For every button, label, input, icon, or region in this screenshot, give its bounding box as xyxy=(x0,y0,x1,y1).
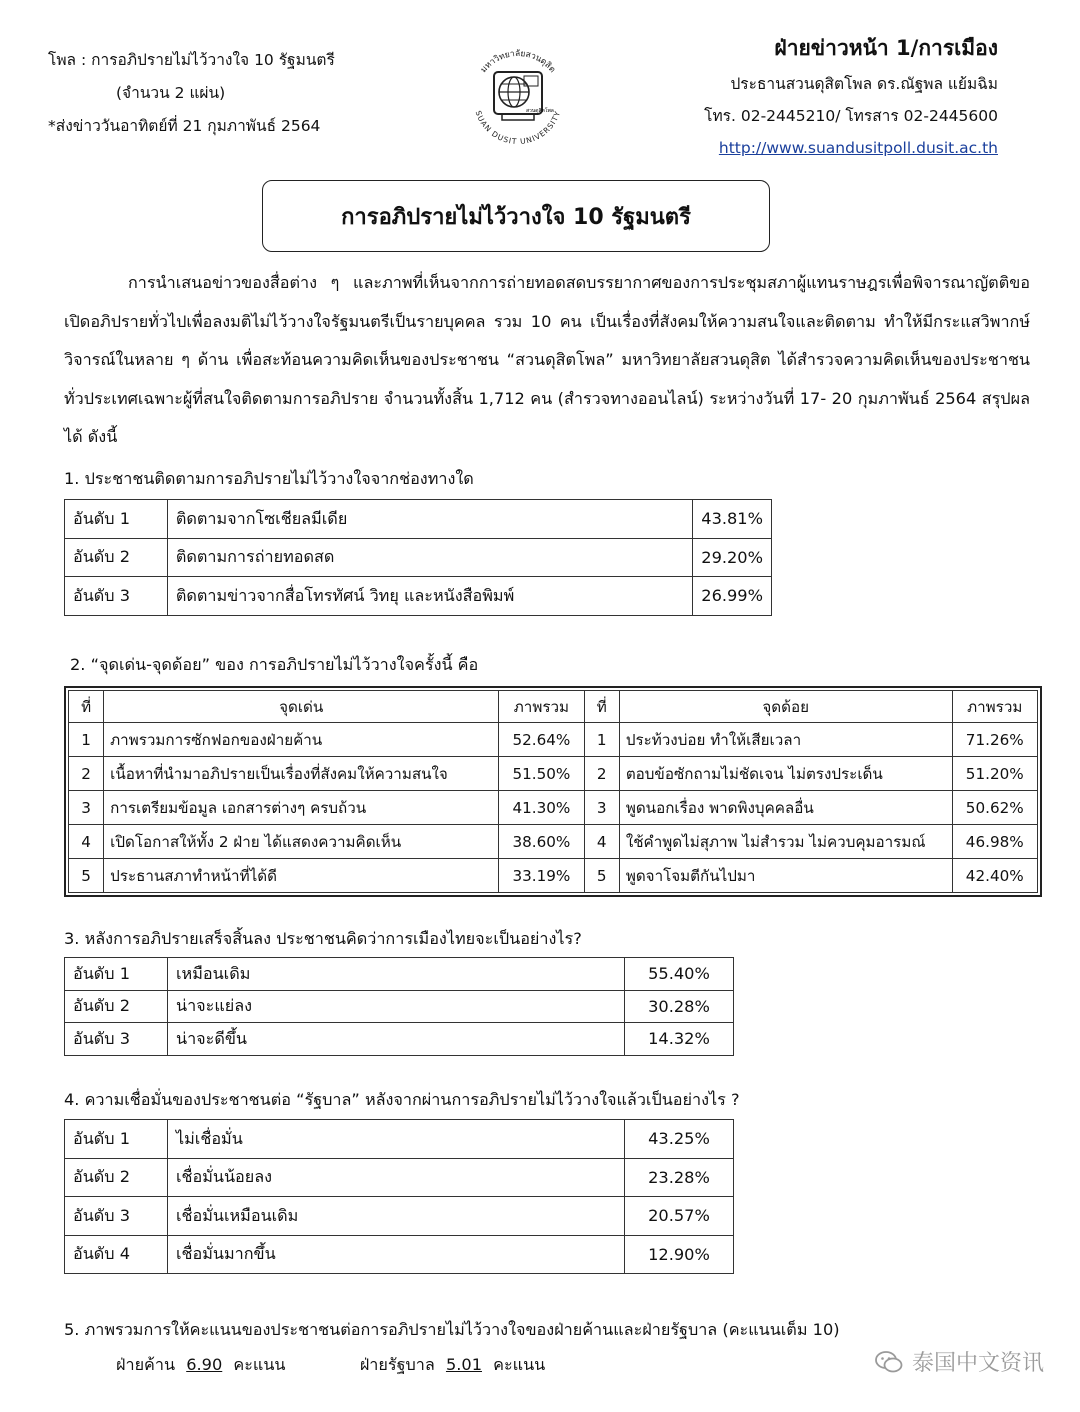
table-row xyxy=(65,1158,734,1197)
weakness-no: 3 xyxy=(584,791,619,825)
label-cell: เชื่อมั่นเหมือนเดิม xyxy=(168,1197,625,1236)
table-row xyxy=(65,990,734,1023)
weakness-text: พูดนอกเรื่อง พาดพิงบุคคลอื่น xyxy=(619,791,952,825)
rank-cell: อันดับ 2 xyxy=(65,990,168,1023)
label-cell: น่าจะดีขึ้น xyxy=(168,1023,625,1056)
weakness-text: ประท้วงบ่อย ทำให้เสียเวลา xyxy=(619,723,952,757)
q4-question: 4. ความเชื่อมั่นของประชาชนต่อ “รัฐบาล” หลังจากผ่านการอภิปรายไม่ไว้วางใจแล้วเป็นอย่างไร ? xyxy=(64,1090,740,1109)
header-no: ที่ xyxy=(69,691,104,723)
strength-text: ภาพรวมการซักฟอกของฝ่ายค้าน xyxy=(104,723,499,757)
watermark-text: 泰国中文资讯 xyxy=(911,1351,1044,1376)
percent-cell: 20.57% xyxy=(625,1197,734,1236)
percent-cell: 30.28% xyxy=(625,990,734,1023)
weakness-no: 5 xyxy=(584,859,619,893)
intro-text: การนำเสนอข่าวของสื่อต่าง ๆ และภาพที่เห็นจากการถ่ายทอดสดบรรยากาศของการประชุมสภาผู้แทนราษฎรเพื่อพิจารณาญัตติขอเปิดอภิปรายทั่วไปเพื่อลงมติไม่ไว้วางใจรัฐมนตรีเป็นรายบุคคล รวม 10 คน เป็นเรื่องที่สังคมให้ความสนใจและติดตาม ทำให้มีกระแสวิพากษ์วิจารณ์ในหลาย ๆ ด้าน เพื่อสะท้อนความคิดเห็นของประชาชน “สวนดุสิตโพล” มหาวิทยาลัยสวนดุสิต ได้สำรวจความคิดเห็นของประชาชนทั่วประเทศเฉพาะผู้ที่สนใจติดตามการอภิปราย จำนวนทั้งสิ้น 1,712 คน (สำรวจทางออนไลน์) ระหว่างวันที่ 17- 20 กุมภาพันธ์ 2564 สรุปผลได้ ดังนี้ xyxy=(64,273,1030,446)
label-cell: น่าจะแย่ลง xyxy=(168,990,625,1023)
label-cell: ไม่เชื่อมั่น xyxy=(168,1120,625,1159)
q1-table xyxy=(64,499,772,616)
strength-no: 1 xyxy=(69,723,104,757)
wechat-icon xyxy=(874,1350,904,1374)
label-cell: เชื่อมั่นมากขึ้น xyxy=(168,1235,625,1274)
rank-cell: อันดับ 2 xyxy=(65,1158,168,1197)
watermark xyxy=(874,1346,1044,1377)
table-row xyxy=(65,500,772,539)
weakness-text: ตอบข้อซักถามไม่ชัดเจน ไม่ตรงประเด็น xyxy=(619,757,952,791)
opposition-unit: คะแนน xyxy=(233,1355,286,1374)
weakness-percent: 51.20% xyxy=(952,757,1037,791)
q2-table xyxy=(68,690,1038,893)
table-row xyxy=(69,825,1038,859)
strength-text: การเตรียมข้อมูล เอกสารต่างๆ ครบถ้วน xyxy=(104,791,499,825)
page-count: (จำนวน 2 แผ่น) xyxy=(116,84,226,102)
table-row xyxy=(65,538,772,577)
strength-percent: 41.30% xyxy=(499,791,584,825)
table-row xyxy=(65,958,734,991)
strength-percent: 38.60% xyxy=(499,825,584,859)
table-row xyxy=(69,757,1038,791)
table-row xyxy=(69,723,1038,757)
rank-cell: อันดับ 1 xyxy=(65,500,168,539)
table-row xyxy=(65,1197,734,1236)
government-label: ฝ่ายรัฐบาล xyxy=(359,1355,435,1374)
percent-cell: 23.28% xyxy=(625,1158,734,1197)
strength-no: 2 xyxy=(69,757,104,791)
label-cell: เหมือนเดิม xyxy=(168,958,625,991)
rank-cell: อันดับ 3 xyxy=(65,1023,168,1056)
label-cell: เชื่อมั่นน้อยลง xyxy=(168,1158,625,1197)
weakness-text: พูดจาโจมตีกันไปมา xyxy=(619,859,952,893)
header-weaknesses: จุดด้อย xyxy=(619,691,952,723)
q2-header-row xyxy=(69,691,1038,723)
logo-bottom-text: SUAN DUSIT UNIVERSITY xyxy=(473,109,563,147)
strength-text: เนื้อหาที่นำมาอภิปรายเป็นเรื่องที่สังคมให้ความสนใจ xyxy=(104,757,499,791)
strength-no: 4 xyxy=(69,825,104,859)
president: ประธานสวนดุสิตโพล ดร.ณัฐพล แย้มฉิม xyxy=(730,75,998,93)
strength-text: เปิดโอกาสให้ทั้ง 2 ฝ่าย ได้แสดงความคิดเห็น xyxy=(104,825,499,859)
weakness-percent: 42.40% xyxy=(952,859,1037,893)
release-date: *ส่งข่าววันอาทิตย์ที่ 21 กุมภาพันธ์ 2564 xyxy=(48,117,321,135)
weakness-percent: 46.98% xyxy=(952,825,1037,859)
rank-cell: อันดับ 4 xyxy=(65,1235,168,1274)
university-logo xyxy=(462,40,574,152)
rank-cell: อันดับ 1 xyxy=(65,958,168,991)
table-row xyxy=(65,1235,734,1274)
percent-cell: 55.40% xyxy=(625,958,734,991)
percent-cell: 43.81% xyxy=(693,500,772,539)
strength-percent: 52.64% xyxy=(499,723,584,757)
poll-line: โพล : การอภิปรายไม่ไว้วางใจ 10 รัฐมนตรี xyxy=(48,51,335,69)
weakness-no: 4 xyxy=(584,825,619,859)
weakness-text: ใช้คำพูดไม่สุภาพ ไม่สำรวม ไม่ควบคุมอารมณ์ xyxy=(619,825,952,859)
q1-question: 1. ประชาชนติดตามการอภิปรายไม่ไว้วางใจจากช่องทางใด xyxy=(64,469,474,488)
q2-question: 2. “จุดเด่น-จุดด้อย” ของ การอภิปรายไม่ไว้วางใจครั้งนี้ คือ xyxy=(70,655,479,674)
weakness-percent: 71.26% xyxy=(952,723,1037,757)
label-cell: ติดตามจากโซเชียลมีเดีย xyxy=(167,500,692,539)
table-row xyxy=(65,1023,734,1056)
opposition-score: 6.90 xyxy=(186,1355,223,1374)
header-overall-2: ภาพรวม xyxy=(952,691,1037,723)
strength-no: 3 xyxy=(69,791,104,825)
website-link[interactable]: http://www.suandusitpoll.dusit.ac.th xyxy=(718,139,998,157)
strength-text: ประธานสภาทำหน้าที่ได้ดี xyxy=(104,859,499,893)
phone: โทร. 02-2445210/ โทรสาร 02-2445600 xyxy=(704,107,998,125)
label-cell: ติดตามการถ่ายทอดสด xyxy=(167,538,692,577)
rank-cell: อันดับ 2 xyxy=(65,538,168,577)
label-cell: ติดตามข่าวจากสื่อโทรทัศน์ วิทยุ และหนังสือพิมพ์ xyxy=(167,577,692,616)
header-right xyxy=(704,30,998,164)
rank-cell: อันดับ 1 xyxy=(65,1120,168,1159)
table-row xyxy=(65,577,772,616)
strength-no: 5 xyxy=(69,859,104,893)
header-left xyxy=(48,44,335,143)
table-row xyxy=(69,859,1038,893)
rank-cell: อันดับ 3 xyxy=(65,577,168,616)
percent-cell: 12.90% xyxy=(625,1235,734,1274)
header-overall: ภาพรวม xyxy=(499,691,584,723)
logo-badge: สวนดุสิตโพล xyxy=(526,108,554,114)
q5-question: 5. ภาพรวมการให้คะแนนของประชาชนต่อการอภิปรายไม่ไว้วางใจของฝ่ายค้านและฝ่ายรัฐบาล (คะแนนเต็ม 10) xyxy=(64,1320,840,1339)
intro-paragraph xyxy=(64,264,1030,457)
header-strengths: จุดเด่น xyxy=(104,691,499,723)
government-score: 5.01 xyxy=(445,1355,482,1374)
q2-table-frame xyxy=(64,686,1042,897)
logo-top-text: มหาวิทยาลัยสวนดุสิต xyxy=(478,48,558,75)
strength-percent: 33.19% xyxy=(499,859,584,893)
strength-percent: 51.50% xyxy=(499,757,584,791)
department: ฝ่ายข่าวหน้า 1/การเมือง xyxy=(774,36,998,60)
percent-cell: 29.20% xyxy=(693,538,772,577)
q4-table xyxy=(64,1119,734,1274)
q5-scores xyxy=(116,1352,545,1378)
weakness-percent: 50.62% xyxy=(952,791,1037,825)
percent-cell: 43.25% xyxy=(625,1120,734,1159)
table-row xyxy=(69,791,1038,825)
percent-cell: 14.32% xyxy=(625,1023,734,1056)
page-title: การอภิปรายไม่ไว้วางใจ 10 รัฐมนตรี xyxy=(262,180,770,252)
rank-cell: อันดับ 3 xyxy=(65,1197,168,1236)
q3-table xyxy=(64,957,734,1056)
weakness-no: 1 xyxy=(584,723,619,757)
q3-question: 3. หลังการอภิปรายเสร็จสิ้นลง ประชาชนคิดว่าการเมืองไทยจะเป็นอย่างไร? xyxy=(64,929,582,948)
opposition-label: ฝ่ายค้าน xyxy=(116,1355,176,1374)
table-row xyxy=(65,1120,734,1159)
government-unit: คะแนน xyxy=(493,1355,546,1374)
header-no-2: ที่ xyxy=(584,691,619,723)
weakness-no: 2 xyxy=(584,757,619,791)
percent-cell: 26.99% xyxy=(693,577,772,616)
